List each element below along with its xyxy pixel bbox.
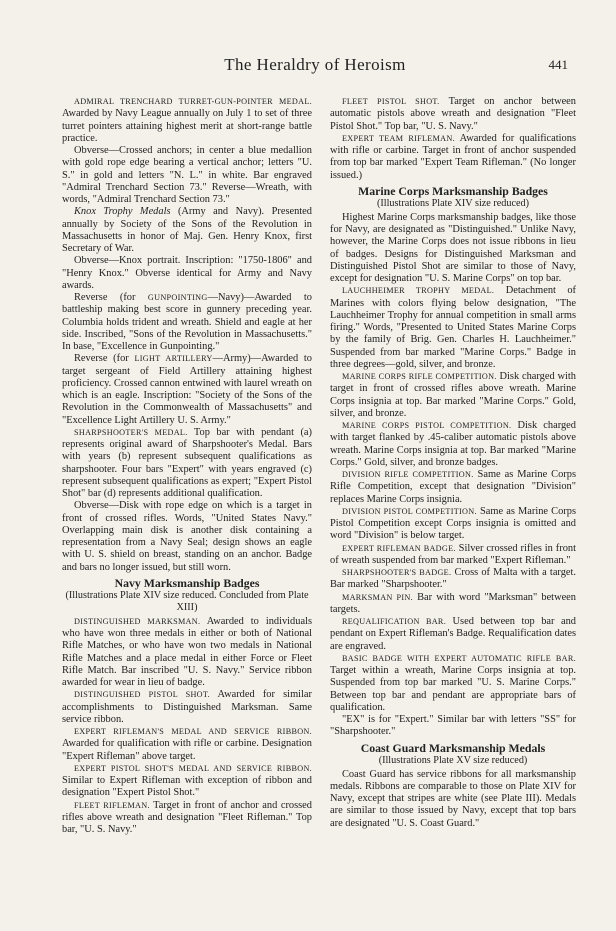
entry-title: MARKSMAN PIN. — [342, 592, 413, 602]
entry-keyword: LIGHT ARTILLERY — [134, 354, 213, 364]
entry-text: Disk charged with target in front of crossed rifles above wreath. Marine Corps insignia at top. Bar marked "Marine Corps." Gold, silver, and bronze. — [330, 371, 576, 419]
paragraph — [62, 763, 312, 800]
paragraph — [330, 506, 576, 543]
paragraph: Coast Guard has service ribbons for all marksmanship medals. Ribbons are comparable to those on Plate XIV for Navy, except that stripes are white (see Plate III). Medals are similar to those issued by Navy, except that top bars are designated "U. S. Coast Guard." — [330, 768, 576, 829]
paragraph — [62, 292, 312, 353]
entry-title: LAUCHHEIMER TROPHY MEDAL. — [342, 286, 495, 296]
entry-text: —Navy)—Awarded to battleship making best score in gunnery preceding year. Columbia holds trident and wreath. Shield and eagle at her side. Inscribed, "Sons of the Revolution in Massachusetts." In base, "Excellence in Gunpointing." — [62, 292, 312, 352]
entry-text: (Army and Navy). Presented annually by Society of the Sons of the Revolution in Massachusetts in honor of Maj. Gen. Henry Knox, first Secretary of War. — [62, 206, 312, 254]
section-subheading: (Illustrations Plate XIV size reduced) — [376, 197, 529, 209]
entry-keyword: GUNPOINTING — [147, 293, 208, 302]
entry-title: EXPERT PISTOL SHOT'S MEDAL AND SERVICE RIBBON. — [74, 763, 312, 773]
paragraph — [62, 800, 312, 837]
entry-text: Awarded for similar accomplishments to Distinguished Marksman. Same service ribbon. — [62, 689, 312, 725]
paragraph: Highest Marine Corps marksmanship badges, like those for Navy, are designated as "Distinguished." Unlike Navy, however, the Marine Corps does not issue ribbons in lieu of badges. Designs for Distinguished Marksman and Distinguished Pistol Shot are similar to those of Navy, except for designation "U. S. Marine Corps" on top bar. — [330, 211, 576, 284]
section-heading: Marine Corps Marksmanship Badges — [358, 183, 548, 198]
entry-text: —Army)—Awarded to target sergeant of Field Artillery attaining highest proficiency. Crossed cannon entwined with laurel wreath on which is an eagle. Inscription: "Society of the Sons of the Revolution in the Commonwealth of Massachusetts" and "Excellence Light Artillery U. S. Army." — [62, 353, 312, 426]
entry-title: ADMIRAL TRENCHARD TURRET-GUN-POINTER MEDAL. — [74, 97, 312, 106]
section-subheading: (Illustrations Plate XV size reduced) — [378, 754, 528, 766]
entry-title: FLEET PISTOL SHOT. — [342, 97, 440, 106]
paragraph — [330, 420, 576, 469]
entry-text: Silver crossed rifles in front of wreath suspended from bar marked "Expert Rifleman." — [330, 542, 576, 566]
right-column — [330, 96, 576, 830]
entry-title: MARINE CORPS PISTOL COMPETITION. — [342, 421, 512, 430]
paragraph: "EX" is for "Expert." Similar bar with letters "SS" for "Sharpshooter." — [330, 714, 576, 738]
page-header — [62, 55, 568, 77]
paragraph — [330, 133, 576, 182]
paragraph — [330, 567, 576, 592]
entry-title: DISTINGUISHED PISTOL SHOT. — [74, 690, 210, 700]
section-heading: Coast Guard Marksmanship Medals — [360, 740, 546, 755]
paragraph: Obverse—Disk with rope edge on which is a target in front of crossed rifles. Words, "United States Navy." Overlapping main disk is another disk containing a representation from a Navy Seal; design shows an eagle with U. S. shield on breast, standing on an anchor. Badge and bars no longer issued, but still worn. — [62, 500, 312, 573]
entry-title: DISTINGUISHED MARKSMAN. — [74, 616, 201, 626]
paragraph: Obverse—Crossed anchors; in center a blue medallion with gold rope edge bearing a vertical anchor; letters "U. S." in gold and letters "N. L." in white. Bar engraved "Admiral Trenchard Section 73." Reverse—Wreath, with words, "Admiral Trenchard Section 73." — [62, 145, 312, 205]
entry-text: Cross of Malta with a target. Bar marked "Sharpshooter." — [330, 567, 576, 591]
entry-text: Bar with word "Marksman" between targets. — [330, 591, 576, 615]
paragraph — [62, 726, 312, 763]
entry-text: Awarded to individuals who have won three medals in either or both of National Rifle Matches, or who have won two medals in National Rifle Matches and a place medal in either Force or Fleet Rifle Match. Bar inscribed "U. S. Navy." Service ribbon awarded for wear in lieu of badge. — [62, 615, 312, 688]
entry-text: Top bar with pendant (a) represents original award of Sharpshooter's Medal. Bars with years (b) represent subsequent qualifications as sharpshooter. Four bars "Expert" with years engraved (c) represent subsequent qualifications as expert; "Expert Pistol Shot" bar (d) represents additional qualification. — [62, 426, 312, 499]
entry-text: Disk charged with target flanked by .45-caliber automatic pistols above wreath. Marine Corps insignia at top. Bar marked "Marine Corps." Gold, silver, and bronze badges. — [330, 420, 576, 468]
paragraph — [330, 469, 576, 506]
entry-text: Reverse (for — [74, 292, 148, 303]
entry-title: EXPERT TEAM RIFLEMAN. — [342, 133, 455, 143]
paragraph — [330, 543, 576, 568]
paragraph — [62, 689, 312, 726]
entry-text: Similar to Expert Rifleman with exception of ribbon and designation "Expert Pistol Shot." — [62, 775, 312, 799]
entry-title: SHARPSHOOTER'S BADGE. — [342, 568, 452, 577]
section-subheading: (Illustrations Plate XIV size reduced. Concluded from Plate XIII) — [65, 589, 309, 613]
paragraph — [62, 206, 312, 255]
entry-text: Target in front of anchor and crossed rifles above wreath and designation "Fleet Rifleman." Top bar, "U. S. Navy." — [62, 799, 312, 835]
paragraph — [330, 592, 576, 617]
entry-text: Reverse (for — [74, 353, 135, 365]
paragraph — [62, 353, 312, 427]
entry-text: Detachment of Marines with colors flying below designation, "The Lauchheimer Trophy for annual competition in small arms firing." Words, "Presented to United States Marine Corps by the family of Brig. Gen. Charles H. Lauchheimer." Suspended from bar marked "Marine Corps." Badge in three degrees—gold, silver, and bronze. — [330, 285, 576, 370]
entry-title: FLEET RIFLEMAN. — [74, 800, 150, 810]
left-column — [62, 96, 312, 836]
paragraph — [330, 371, 576, 420]
entry-title: DIVISION RIFLE COMPETITION. — [342, 470, 474, 479]
entry-title: REQUALIFICATION BAR. — [342, 617, 447, 626]
entry-title: EXPERT RIFLEMAN BADGE. — [342, 543, 456, 553]
entry-title: BASIC BADGE WITH EXPERT AUTOMATIC RIFLE BAR. — [342, 653, 576, 663]
paragraph — [62, 616, 312, 690]
entry-text: Awarded by Navy League annually on July 1 to set of three turret pointers attaining highest merit at short-range battle practice. — [62, 108, 312, 144]
entry-title: EXPERT RIFLEMAN'S MEDAL AND SERVICE RIBBON. — [74, 727, 312, 736]
running-title: The Heraldry of Heroism — [224, 55, 406, 74]
section-heading: Navy Marksmanship Badges — [114, 575, 260, 590]
entry-title: MARINE CORPS RIFLE COMPETITION. — [342, 372, 497, 381]
entry-title: SHARPSHOOTER'S MEDAL. — [74, 427, 188, 437]
paragraph — [62, 427, 312, 501]
entry-text: Target on anchor between automatic pistols above wreath and designation "Fleet Pistol Shot." Top bar, "U. S. Navy." — [330, 96, 576, 132]
paragraph — [62, 96, 312, 145]
entry-title: DIVISION PISTOL COMPETITION. — [342, 506, 477, 516]
entry-title: Knox Trophy Medals — [74, 206, 171, 218]
page-number: 441 — [548, 57, 568, 72]
entry-text: Same as Marine Corps Rifle Competition, except that designation "Division" replaces Marine Corps insignia. — [330, 469, 577, 505]
entry-text: Awarded for qualifications with rifle or carbine. Target in front of anchor suspended from top bar marked "Expert Team Rifleman." (No longer issued.) — [330, 132, 576, 181]
paragraph — [330, 96, 576, 133]
entry-text: Used between top bar and pendant on Expert Rifleman's Badge. Requalification dates are engraved. — [330, 616, 576, 652]
paragraph — [330, 616, 576, 653]
paragraph — [330, 285, 576, 371]
entry-text: Same as Marine Corps Pistol Competition except Corps insignia is omitted and word "Division" is below target. — [330, 505, 576, 542]
entry-text: Target within a wreath, Marine Corps insignia at top. Suspended from top bar marked "U. S. Marine Corps." Between top bar and pendant are appropriate bars of qualification. — [330, 665, 576, 713]
paragraph — [330, 653, 576, 714]
paragraph: Obverse—Knox portrait. Inscription: "1750-1806" and "Henry Knox." Obverse identical for Army and Navy awards. — [62, 255, 312, 291]
entry-text: Awarded for qualification with rifle or carbine. Designation "Expert Rifleman" above target. — [62, 738, 312, 762]
